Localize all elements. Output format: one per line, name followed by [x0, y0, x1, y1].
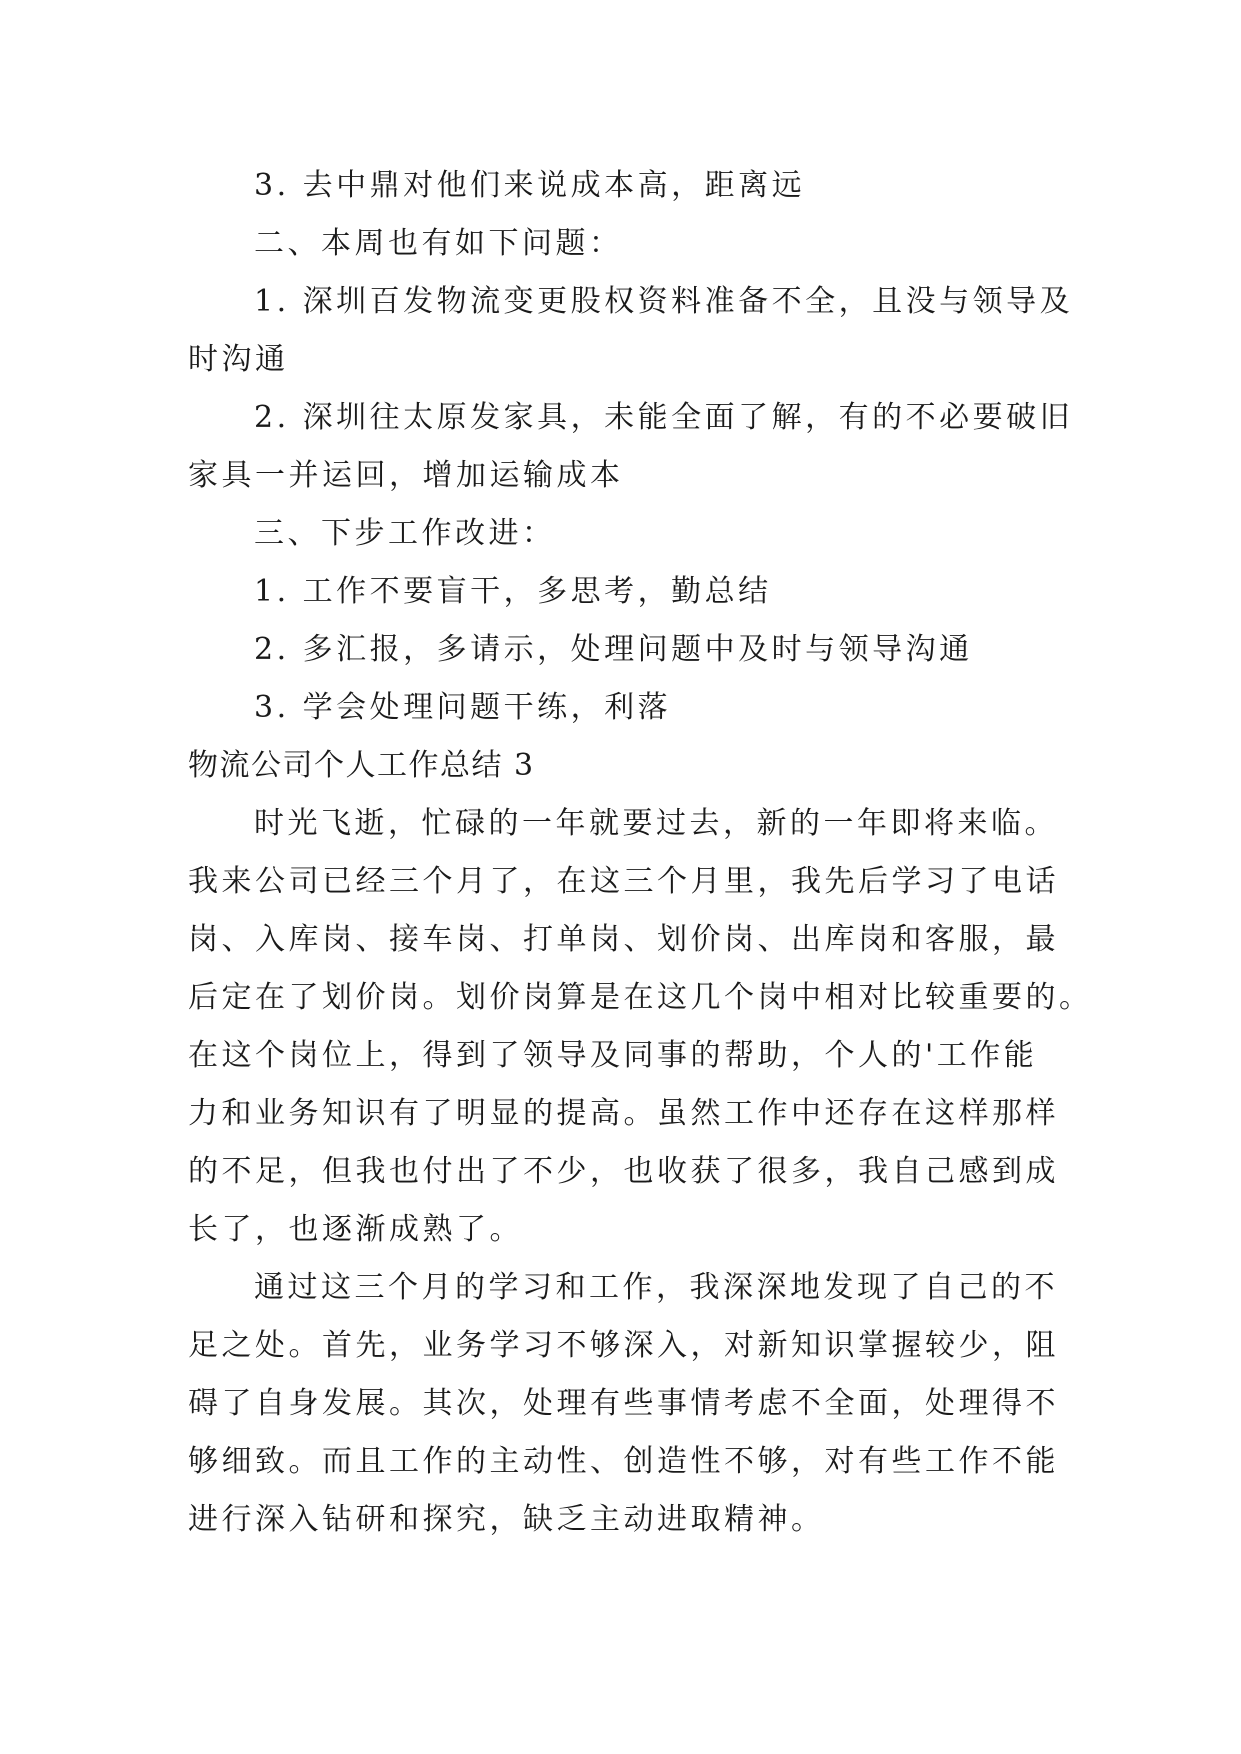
paragraph-line: 通过这三个月的学习和工作，我深深地发现了自己的不: [254, 1270, 1058, 1305]
paragraph-line: 力和业务知识有了明显的提高。虽然工作中还存在这样那样: [188, 1096, 1059, 1131]
article-title: 物流公司个人工作总结 3: [188, 748, 535, 783]
document-body: [188, 157, 1093, 1549]
section-heading: 三、下步工作改进：: [254, 516, 556, 551]
list-item: 1. 深圳百发物流变更股权资料准备不全，且没与领导及: [254, 284, 1074, 319]
paragraph-line: 的不足，但我也付出了不少，也收获了很多，我自己感到成: [188, 1154, 1059, 1189]
list-item-continuation: 家具一并运回，增加运输成本: [188, 458, 624, 493]
paragraph-line: 碍了自身发展。其次，处理有些事情考虑不全面，处理得不: [188, 1386, 1059, 1421]
list-item-continuation: 时沟通: [188, 342, 289, 377]
paragraph-line: 岗、入库岗、接车岗、打单岗、划价岗、出库岗和客服，最: [188, 922, 1059, 957]
list-item: 2. 深圳往太原发家具，未能全面了解，有的不必要破旧: [254, 400, 1074, 435]
paragraph-line: 够细致。而且工作的主动性、创造性不够，对有些工作不能: [188, 1444, 1059, 1479]
paragraph-line: 我来公司已经三个月了，在这三个月里，我先后学习了电话: [188, 864, 1059, 899]
paragraph-line: 长了，也逐渐成熟了。: [188, 1212, 523, 1247]
paragraph-line: 后定在了划价岗。划价岗算是在这几个岗中相对比较重要的。: [188, 980, 1093, 1015]
paragraph-line: 在这个岗位上，得到了领导及同事的帮助，个人的'工作能: [188, 1038, 1038, 1073]
paragraph-line: 时光飞逝，忙碌的一年就要过去，新的一年即将来临。: [254, 806, 1058, 841]
list-item: 2. 多汇报，多请示，处理问题中及时与领导沟通: [254, 632, 973, 667]
list-item: 1. 工作不要盲干，多思考，勤总结: [254, 574, 772, 609]
list-item: 3. 学会处理问题干练，利落: [254, 690, 672, 725]
paragraph-line: 进行深入钻研和探究，缺乏主动进取精神。: [188, 1502, 825, 1537]
section-heading: 二、本周也有如下问题：: [254, 226, 623, 261]
list-item: 3. 去中鼎对他们来说成本高，距离远: [254, 168, 806, 203]
paragraph-line: 足之处。首先，业务学习不够深入，对新知识掌握较少，阻: [188, 1328, 1059, 1363]
